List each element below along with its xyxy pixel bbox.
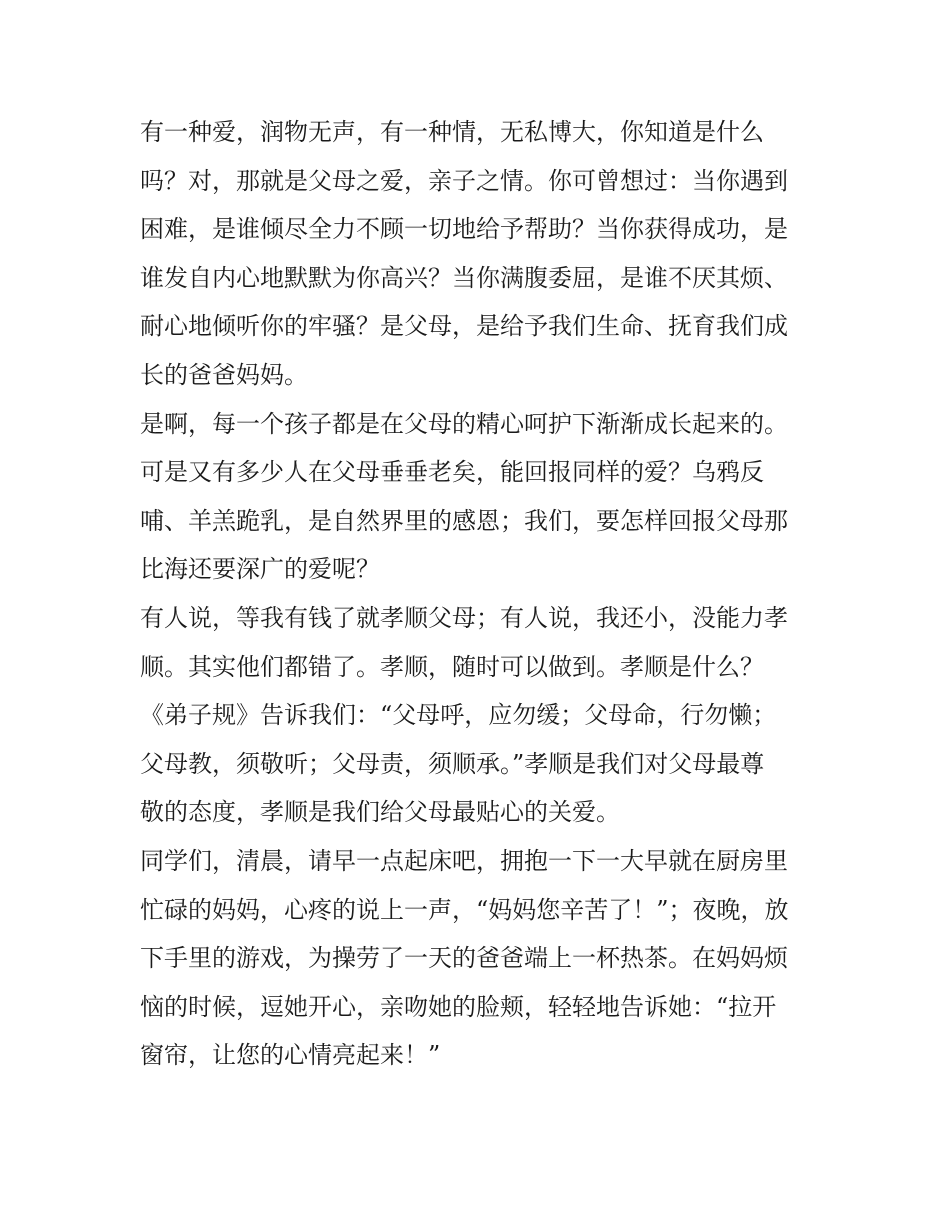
text-line: 比海还要深广的爱呢？ [140,555,380,584]
text-line: 下手里的游戏，为操劳了一天的爸爸端上一杯热茶。在妈妈烦 [140,944,788,973]
text-line: 困难，是谁倾尽全力不顾一切地给予帮助？当你获得成功，是 [140,215,788,244]
text-line: 是啊，每一个孩子都是在父母的精心呵护下渐渐成长起来的。 [140,409,788,438]
text-line: 哺、羊羔跪乳，是自然界里的感恩；我们，要怎样回报父母那 [140,506,788,535]
text-line: 《弟子规》告诉我们：“父母呼，应勿缓；父母命，行勿懒； [140,701,777,730]
text-line: 同学们，清晨，请早一点起床吧，拥抱一下一大早就在厨房里 [140,846,788,875]
text-line: 父母教，须敬听；父母责，须顺承。”孝顺是我们对父母最尊 [140,749,765,778]
text-line: 恼的时候，逗她开心，亲吻她的脸颊，轻轻地告诉她：“拉开 [140,992,777,1021]
text-line: 谁发自内心地默默为你高兴？当你满腹委屈，是谁不厌其烦、 [140,263,788,292]
text-line: 耐心地倾听你的牢骚？是父母，是给予我们生命、抚育我们成 [140,312,788,341]
text-line: 有一种爱，润物无声，有一种情，无私博大，你知道是什么 [140,118,764,146]
text-line: 窗帘，让您的心情亮起来！” [140,1041,441,1070]
text-line: 有人说，等我有钱了就孝顺父母；有人说，我还小，没能力孝 [140,603,788,632]
body-text [140,108,820,1080]
text-line: 顺。其实他们都错了。孝顺，随时可以做到。孝顺是什么？ [140,652,764,681]
text-line: 可是又有多少人在父母垂垂老矣，能回报同样的爱？乌鸦反 [140,458,764,487]
text-line: 长的爸爸妈妈。 [140,360,308,389]
text-line: 敬的态度，孝顺是我们给父母最贴心的关爱。 [140,798,620,827]
text-line: 忙碌的妈妈，心疼的说上一声，“妈妈您辛苦了！”；夜晚，放 [140,895,789,924]
text-line: 吗？对，那就是父母之爱，亲子之情。你可曾想过：当你遇到 [140,166,788,195]
